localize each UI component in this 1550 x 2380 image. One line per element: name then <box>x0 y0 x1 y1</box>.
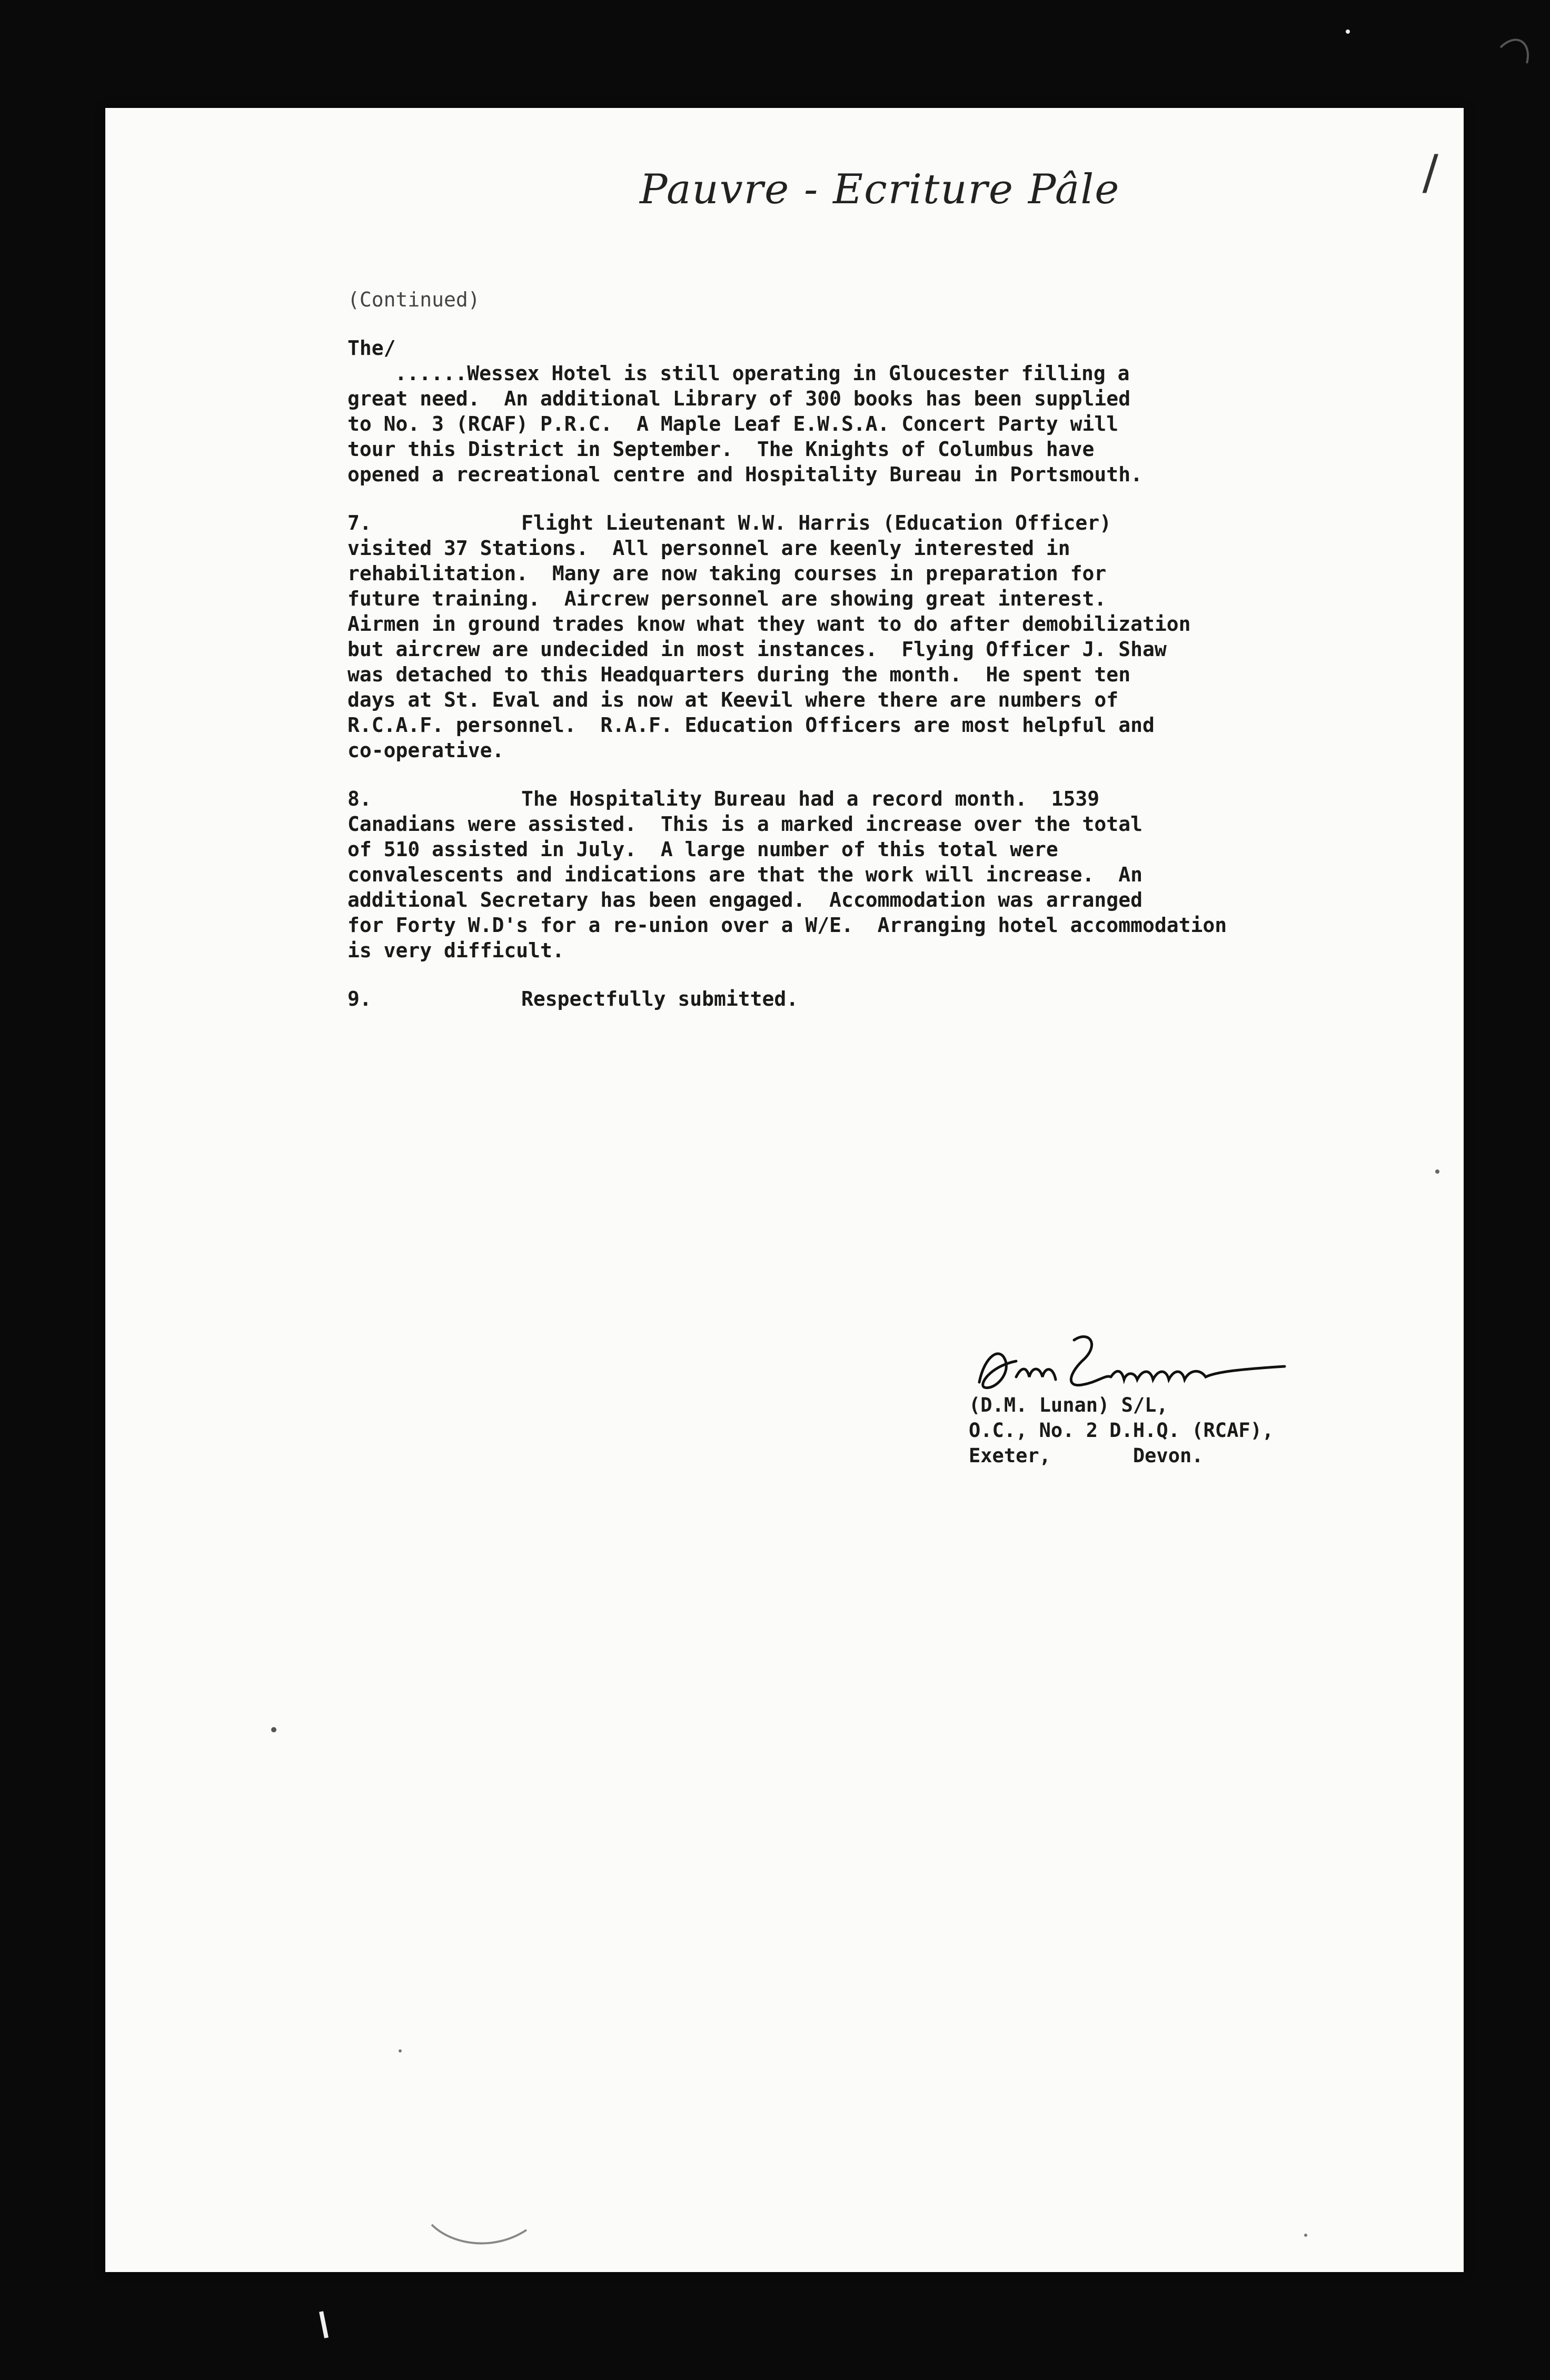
paragraph-8-line: is very difficult. <box>347 939 564 962</box>
signatory-location: Exeter, Devon. <box>969 1444 1204 1467</box>
paragraph-8-line: Canadians were assisted. This is a marked increase over the total <box>347 812 1142 836</box>
paragraph-8-first-line: The Hospitality Bureau had a record month. 1539 <box>521 787 1100 810</box>
paragraph-7-line: R.C.A.F. personnel. R.A.F. Education Officers are most helpful and <box>347 713 1155 737</box>
paragraph-6-line: tour this District in September. The Knights of Columbus have <box>347 438 1095 461</box>
paragraph-7-line: visited 37 Stations. All personnel are keenly interested in <box>347 537 1070 560</box>
paragraph-8-line: convalescents and indications are that the work will increase. An <box>347 863 1142 886</box>
paragraph-8-line: for Forty W.D's for a re-union over a W/E. Arranging hotel accommodation <box>347 914 1227 937</box>
paragraph-number: 9. <box>347 987 372 1010</box>
paragraph-7-first-line: Flight Lieutenant W.W. Harris (Education Officer) <box>521 511 1112 534</box>
paragraph-6-line: opened a recreational centre and Hospitality Bureau in Portsmouth. <box>347 463 1142 486</box>
paragraph-number: 7. <box>347 511 372 534</box>
paragraph-6-line: great need. An additional Library of 300 books has been supplied <box>347 387 1131 410</box>
paragraph-7-line: but aircrew are undecided in most instances. Flying Officer J. Shaw <box>347 638 1167 661</box>
continued-label: (Continued) <box>347 288 480 311</box>
paragraph-6-line: ......Wessex Hotel is still operating in Gloucester filling a <box>395 362 1130 385</box>
handwritten-stamp: Pauvre - Ecriture Pâle <box>640 166 1120 213</box>
paragraph-number: 8. <box>347 787 372 810</box>
paragraph-8-line: of 510 assisted in July. A large number of this total were <box>347 838 1058 861</box>
signatory-name: (D.M. Lunan) S/L, <box>969 1394 1168 1416</box>
paragraph-7-line: future training. Aircrew personnel are showing great interest. <box>347 587 1107 610</box>
closing-text: Respectfully submitted. <box>521 987 799 1010</box>
signatory-title: O.C., No. 2 D.H.Q. (RCAF), <box>969 1419 1274 1442</box>
paragraph-6-line: to No. 3 (RCAF) P.R.C. A Maple Leaf E.W.S.A. Concert Party will <box>347 412 1119 435</box>
paragraph-7-line: was detached to this Headquarters during the month. He spent ten <box>347 663 1131 686</box>
paragraph-8-line: additional Secretary has been engaged. Accommodation was arranged <box>347 888 1142 911</box>
paragraph-7-line: days at St. Eval and is now at Keevil where there are numbers of <box>347 688 1119 711</box>
paragraph-7-line: rehabilitation. Many are now taking courses in preparation for <box>347 562 1107 585</box>
paragraph-7-line: co-operative. <box>347 739 504 762</box>
page-mark: / <box>1422 145 1438 200</box>
paragraph-7-line: Airmen in ground trades know what they want to do after demobilization <box>347 612 1191 636</box>
carry-over-word: The/ <box>347 336 396 360</box>
